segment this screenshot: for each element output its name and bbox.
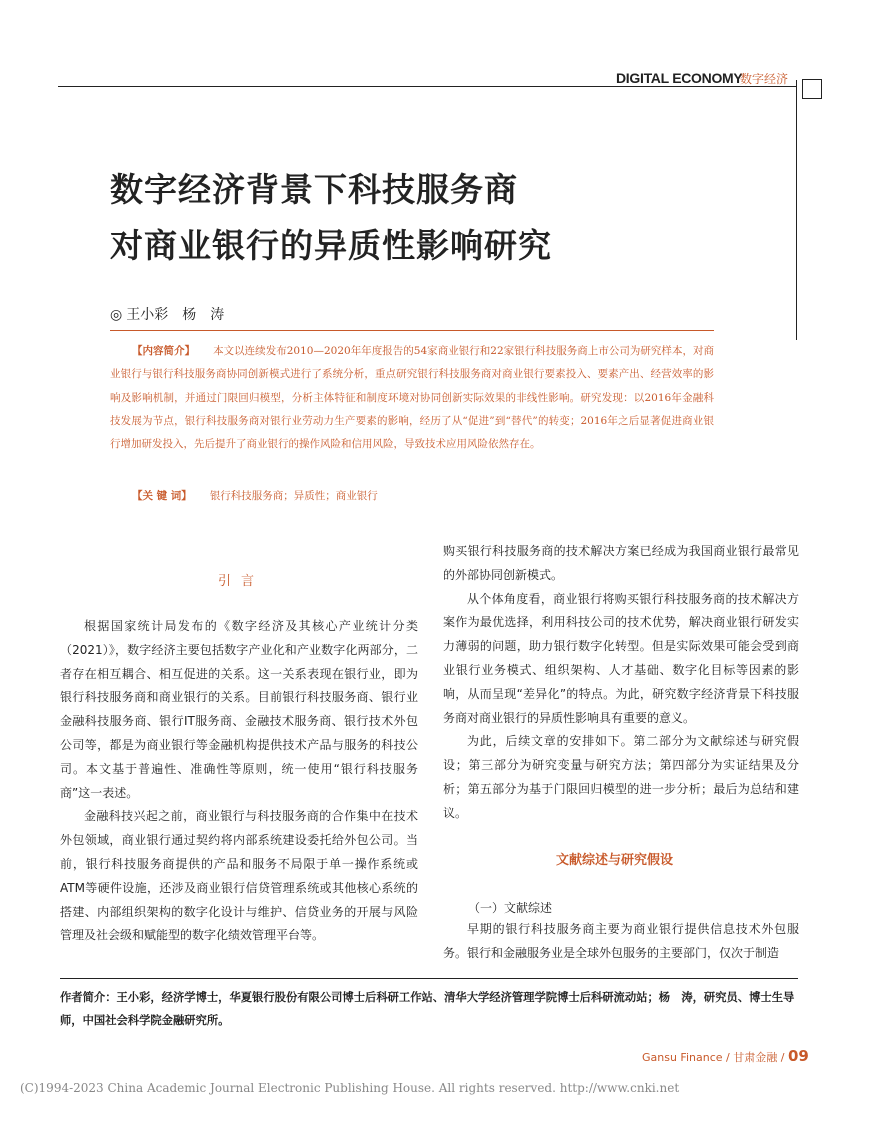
abstract-text: 本文以连续发布2010—2020年年度报告的54家商业银行和22家银行科技服务商上市公司为研究样本，对商业银行与银行科技服务商协同创新模式进行了系统分析，重点研究银行科技服务商对商业银行要素投入、要素产出、经营效率的影响及影响机制，并通过门限回归模型，分析主体特征和制度环境对协同创新实际效果的非线性影响。研究发现：以2016年金融科技发展为节点，银行科技服务商对银行业劳动力生产要素的影响，经历了从“促进”到“替代”的转变；2016年之后显著促进商业银行增加研发投入，先后提升了商业银行的操作风险和信用风险，导致技术应用风险依然存在。 [110,345,714,451]
header-section-en: DIGITAL ECONOMY [616,70,743,86]
keywords-label: 【关 键 词】 [132,490,192,502]
section-heading-literature: 文献综述与研究假设 [556,853,674,868]
paragraph: 从个体角度看，商业银行将购买银行科技服务商的技术解决方案作为最优选择，利用科技公司的技术优势，解决商业银行研发实力薄弱的问题，助力银行数字化转型。但是实际效果可能会受到商业银行业务模式、组织架构、人才基础、数字化目标等因素的影响，从而呈现“差异化”的特点。为此，研究数字经济背景下科技服务商对商业银行的异质性影响具有重要的意义。 [443,591,799,725]
page-footer: Gansu Finance / 甘肃金融 / 09 [642,1047,809,1065]
article-title [110,162,552,274]
authors [110,304,224,324]
journal-name: Gansu Finance [642,1051,723,1064]
journal-name-cn: 甘肃金融 [733,1051,778,1064]
abstract [110,340,714,456]
literature-paragraph [443,918,799,966]
footnote-rule [60,978,798,979]
left-column [60,615,418,948]
paragraph: 根据国家统计局发布的《数字经济及其核心产业统计分类（2021）》，数字经济主要包括数字产业化和产业数字化两部分，二者存在相互耦合、相互促进的关系。这一关系表现在银行业，即为银行科技服务商和商业银行的关系。目前银行科技服务商、银行业金融科技服务商、银行IT服务商、金融技术服务商、银行技术外包公司等，都是为商业银行等金融机构提供技术产品与服务的科技公司。本文基于普遍性、准确性等原则，统一使用“银行科技服务商”这一表述。 [60,619,418,800]
subsection-heading: （一）文献综述 [468,901,553,915]
title-line-2: 对商业银行的异质性影响研究 [110,226,552,265]
paragraph: 购买银行科技服务商的技术解决方案已经成为我国商业银行最常见的外部协同创新模式。 [443,544,799,582]
page-number: 09 [787,1047,809,1065]
corner-vertical-rule [796,80,797,340]
abstract-label: 【内容简介】 [132,345,196,357]
author-names: 王小彩 杨 涛 [126,307,225,323]
paragraph: 为此，后续文章的安排如下。第二部分为文献综述与研究假设；第三部分为研究变量与研究方法；第四部分为实证结果及分析；第五部分为基于门限回归模型的进一步分析；最后为总结和建议。 [443,734,799,820]
corner-box-decoration [802,79,822,99]
keywords [110,488,714,503]
author-mark-icon: ◎ [110,307,123,323]
author-bio: 作者简介：王小彩，经济学博士，华夏银行股份有限公司博士后科研工作站、清华大学经济管理学院博士后科研流动站；杨 涛，研究员、博士生导师，中国社会科学院金融研究所。 [60,991,795,1027]
right-column [443,540,799,826]
section-heading-intro: 引言 [218,574,265,589]
title-line-1: 数字经济背景下科技服务商 [110,170,518,209]
copyright-notice: (C)1994-2023 China Academic Journal Electronic Publishing House. All rights reserved. http://www.cnki.net [20,1081,680,1095]
header-rule [58,86,796,87]
abstract-rule [110,330,714,331]
paragraph: 早期的银行科技服务商主要为商业银行提供信息技术外包服务。银行和金融服务业是全球外包服务的主要部门，仅次于制造 [443,922,799,960]
paragraph: 金融科技兴起之前，商业银行与科技服务商的合作集中在技术外包领域，商业银行通过契约将内部系统建设委托给外包公司。当前，银行科技服务商提供的产品和服务不局限于单一操作系统或ATM等硬件设施，还涉及商业银行信贷管理系统或其他核心系统的搭建、内部组织架构的数字化设计与维护、信贷业务的开展与风险管理及社会级和赋能型的数字化绩效管理平台等。 [60,809,418,943]
keywords-text: 银行科技服务商；异质性；商业银行 [209,490,378,502]
header-section-cn: 数字经济 [740,72,789,86]
